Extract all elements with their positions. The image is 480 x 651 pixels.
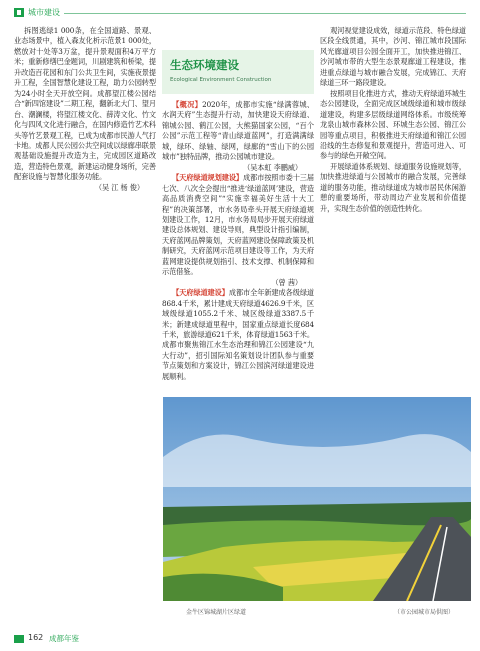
banner-title: 生态环境建设 bbox=[170, 58, 239, 72]
running-header bbox=[14, 8, 466, 18]
overview-paragraph bbox=[162, 100, 314, 163]
banner-subtitle: Ecological Environment Construction bbox=[170, 77, 272, 83]
footer-marker bbox=[14, 635, 24, 643]
page-footer bbox=[14, 633, 466, 645]
photo-caption: 金牛区锦城湖片区绿道 bbox=[186, 609, 247, 616]
right-paragraph-1: 观河视觉建设成效，绿道示范段、特色绿道区段全线贯通，其中，沙河、锦江城市段国际风光廊道项目公园全面开工，加快推进锦江、沙河城市带的大型生态景观廊道工程建设，推进重点绿道与城市融合发展，完成锦江、天府绿道三环一路段建设。 bbox=[320, 26, 466, 88]
right-column bbox=[320, 26, 466, 214]
greenway-planning-label: 【天府绿道规划建设】 bbox=[172, 173, 244, 183]
section-banner bbox=[162, 50, 314, 94]
left-column bbox=[14, 26, 156, 193]
greenway-photo bbox=[163, 397, 471, 601]
right-paragraph-2: 按照项目化推进方式，推动天府绿道环城生态公园建设，全面完成区域级绿道和城市级绿道建设，构建多层级绿道网络体系。市级统筹龙泉山城市森林公园、环城生态公园、锦江公园等重点项目，积极推进天府绿道和锦江公园沿线的生态修复和景观提升，营造可进入、可参与的绿色开敞空间。 bbox=[320, 88, 466, 161]
overview-label: 【概况】 bbox=[172, 100, 203, 109]
header-rule bbox=[64, 13, 466, 14]
greenway-building-paragraph bbox=[162, 288, 314, 382]
section-title: 城市建设 bbox=[28, 8, 60, 17]
middle-column bbox=[162, 100, 314, 382]
greenway-planning-text: 成都市按照市委十三届七次、八次全会提出“推进‘绿道蓝网’建设，营造高品质消费空间”“实施幸福美好生活十大工程”的决策部署，市水务局牵头开展天府绿道规划建设工作，12月，市水务局局步开展天府绿道建设总体规划、建设导则，典型设计指引编制，天府蓝网品牌策划，天府蓝网建设保障政策及机制研究，天府蓝网示范项目建设等工作，为天府蓝网建设提供规划指引、技术支撑、机制保障和示范借鉴。 bbox=[162, 173, 314, 277]
overview-text: 2020年，成都市实施“绿满蓉城、水润天府”生态提升行动，加快建设天府绿道、锦城公园、鹤江公园，大熊猫国家公园，“百个公园”示范工程等“青山绿道蓝网”，打造满满绿城，绿环、绿轴、绿网，绿廊的“雪山下的公园城市”独特品牌，推动公园城市建设。 bbox=[162, 100, 314, 162]
left-signature: （吴 江 杨 俊） bbox=[94, 182, 144, 192]
book-title: 成都年鉴 bbox=[49, 634, 79, 643]
overview-signature: （吴本虹 李鹏威） bbox=[243, 162, 302, 172]
left-paragraph: 拆图逃绿1 000条，在全国道路、景观、业态场景中，植入森友化析示范景1 000处，燃放对十处等3万盆，提升景观面积4万平方米；重新修缮巴金题词，川剧建筑和桥梁，提升改造百花园和东门公共卫生间，实施夜景提升工程，全国智慧化建设工程，助力公园转型为24小时全天开放空间。成都望江楼公园结合“新四馆建设”二期工程，翻新北大门、望月台、潮澜楼，将望江楼文化、薛涛文化、竹文化与四风文化进行融合，在国内修造竹艺术科头等竹艺景观工程，已成为成都市民游人气打卡地。成都人民公园公共空间成以绿廊串联景观基础设施提升改造为主，完成园区道路改造，营造特色景观，新建运动健身场所，完善配套设施与智慧化服务功能。 bbox=[14, 26, 156, 182]
greenway-building-text: 成都市全年新建成各级绿道868.4千米，累计建成天府绿道4626.9千米，区域级绿道1055.2千米、城区级绿道3387.5千米；新建成绿道里程中，国家重点绿道长度684千米，旅游绿道621千米，体育绿道1563千米。成都市聚焦锦江水生态治理和锦江公园建设“九大行动”，招引国际知名策划设计团队参与重要节点策划和方案设计，锦江公园滨河绿道建设进展顺利。 bbox=[162, 288, 315, 381]
right-paragraph-3: 开展绿道体系规划、绿道服务设施规划等，加快推进绿道与公园城市的融合发展，完善绿道的服务功能，推动绿道成为城市居民休闲游憩的重要场所，带动周边产业发展和价值提升，实现生态价值的创造性转化。 bbox=[320, 161, 466, 213]
section-marker-icon bbox=[14, 8, 24, 17]
greenway-building-label: 【天府绿道建设】 bbox=[172, 288, 229, 298]
greenway-planning-signature: （曾 茜） bbox=[271, 277, 302, 287]
greenway-planning-paragraph bbox=[162, 173, 314, 278]
photo-credit: （市公园城市局供图） bbox=[394, 609, 455, 616]
page-number: 162 bbox=[28, 633, 44, 642]
